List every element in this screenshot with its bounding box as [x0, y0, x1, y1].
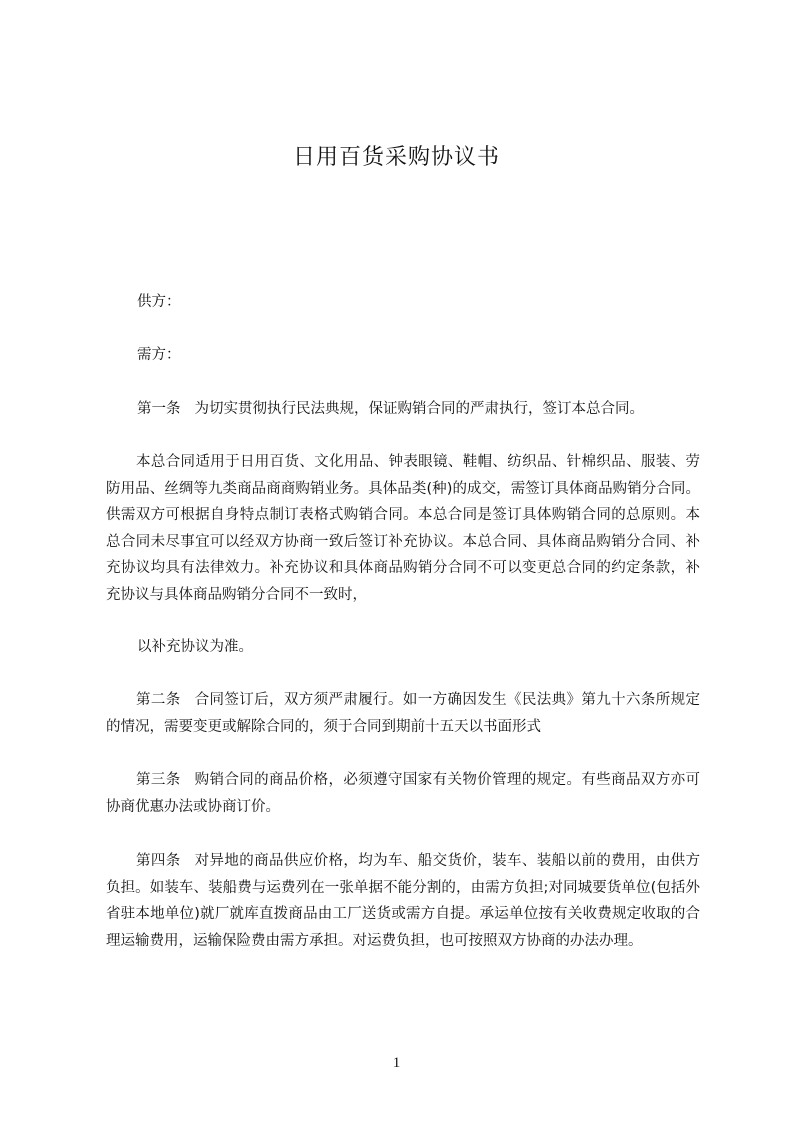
article-3-heading: 第三条 — [136, 772, 181, 788]
paragraph-scope: 本总合同适用于日用百货、文化用品、钟表眼镜、鞋帽、纺织品、针棉织品、服装、劳防用品、丝绸等九类商品商商购销业务。具体品类(种)的成交，需签订具体商品购销分合同。供需双方可根据自身特点制订表格式购销合同。本总合同是签订具体购销合同的总原则。本总合同未尽事宜可以经双方协商一致后签订补充协议。本总合同、具体商品购销分合同、补充协议均具有法律效力。补充协议和具体商品购销分合同不可以变更总合同的约定条款，补充协议与具体商品购销分合同不一致时， — [106, 454, 700, 603]
article-1 — [137, 399, 644, 419]
page-number: 1 — [392, 1055, 401, 1071]
supplier-label: 供方： — [137, 294, 181, 310]
article-2-heading: 第二条 — [136, 692, 181, 708]
paragraph-supplement: 以补充协议为准。 — [137, 639, 253, 655]
article-2-text: 合同签订后，双方须严肃履行。如一方确因发生《民法典》第九十六条所规定的情况，需要变更或解除合同的，须于合同到期前十五天以书面形式 — [106, 692, 700, 735]
article-4 — [106, 848, 700, 954]
article-1-heading: 第一条 — [137, 401, 181, 417]
article-1-text: 为切实贯彻执行民法典规，保证购销合同的严肃执行，签订本总合同。 — [194, 401, 644, 417]
article-4-heading: 第四条 — [136, 853, 181, 869]
article-3 — [106, 767, 700, 820]
article-2 — [106, 687, 700, 740]
article-4-text: 对异地的商品供应价格，均为车、船交货价，装车、装船以前的费用，由供方负担。如装车、装船费与运费列在一张单据不能分割的，由需方负担;对同城要货单位(包括外省驻本地单位)就厂就库直拨商品由工厂送货或需方自提。承运单位按有关收费规定收取的合理运输费用，运输保险费由需方承担。对运费负担，也可按照双方协商的办法办理。 — [106, 853, 700, 949]
article-3-text: 购销合同的商品价格，必须遵守国家有关物价管理的规定。有些商品双方亦可协商优惠办法或协商订价。 — [106, 772, 700, 815]
document-title: 日用百货采购协议书 — [292, 145, 500, 170]
buyer-label: 需方： — [137, 347, 181, 363]
